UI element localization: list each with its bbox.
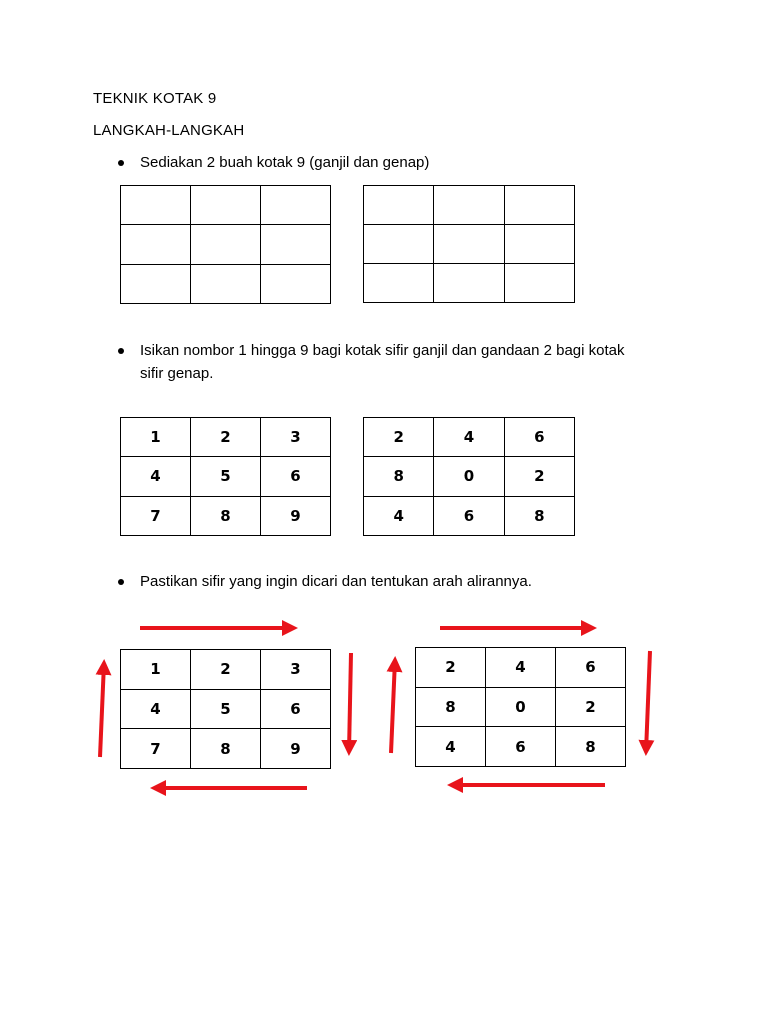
grid-cell: 6 — [486, 727, 556, 767]
grid-cell: 2 — [191, 650, 261, 690]
grid-cell: 8 — [416, 687, 486, 727]
grid-cell: 4 — [416, 727, 486, 767]
grid-cell: 6 — [261, 689, 331, 729]
grid-cell: 4 — [121, 689, 191, 729]
grid-cell: 6 — [261, 457, 331, 496]
grid-cell: 1 — [121, 418, 191, 457]
arrow-up-icon — [100, 663, 104, 757]
grid-cell: 6 — [504, 418, 574, 457]
grid-cell: 7 — [121, 729, 191, 769]
grid-cell: 8 — [364, 457, 434, 496]
step-2-line-1: Isikan nombor 1 hingga 9 bagi kotak sifir ganjil dan gandaan 2 bagi kotak — [140, 342, 625, 359]
page-title: TEKNIK KOTAK 9 — [93, 90, 217, 107]
grid-cell: 5 — [191, 457, 261, 496]
grid-cell: 4 — [121, 457, 191, 496]
step-1-text: Sediakan 2 buah kotak 9 (ganjil dan genap) — [140, 154, 430, 171]
grid-cell: 4 — [364, 496, 434, 535]
section-heading: LANGKAH-LANGKAH — [93, 122, 245, 139]
grid-cell: 2 — [416, 648, 486, 688]
grid-cell: 9 — [261, 496, 331, 535]
grid-cell: 3 — [261, 418, 331, 457]
grid-cell: 4 — [486, 648, 556, 688]
grid-cell: 2 — [191, 418, 261, 457]
grid-cell: 8 — [191, 496, 261, 535]
arrow-down-icon — [349, 653, 351, 752]
grid-cell: 9 — [261, 729, 331, 769]
step-2-line-2: sifir genap. — [140, 365, 214, 382]
grid-cell: 7 — [121, 496, 191, 535]
grid-cell: 5 — [191, 689, 261, 729]
grid-cell: 6 — [434, 496, 504, 535]
grid-cell: 0 — [434, 457, 504, 496]
grid-cell: 4 — [434, 418, 504, 457]
grid-cell: 6 — [556, 648, 626, 688]
grid-cell: 1 — [121, 650, 191, 690]
arrow-down-icon — [646, 651, 650, 752]
step-3-text: Pastikan sifir yang ingin dicari dan tentukan arah alirannya. — [140, 573, 532, 590]
grid-cell: 8 — [556, 727, 626, 767]
grid-cell: 0 — [486, 687, 556, 727]
grid-cell: 8 — [504, 496, 574, 535]
grid-cell: 2 — [504, 457, 574, 496]
grid-cell: 2 — [556, 687, 626, 727]
grid-cell: 8 — [191, 729, 261, 769]
grid-cell: 3 — [261, 650, 331, 690]
arrow-up-icon — [391, 660, 395, 753]
grid-cell: 2 — [364, 418, 434, 457]
